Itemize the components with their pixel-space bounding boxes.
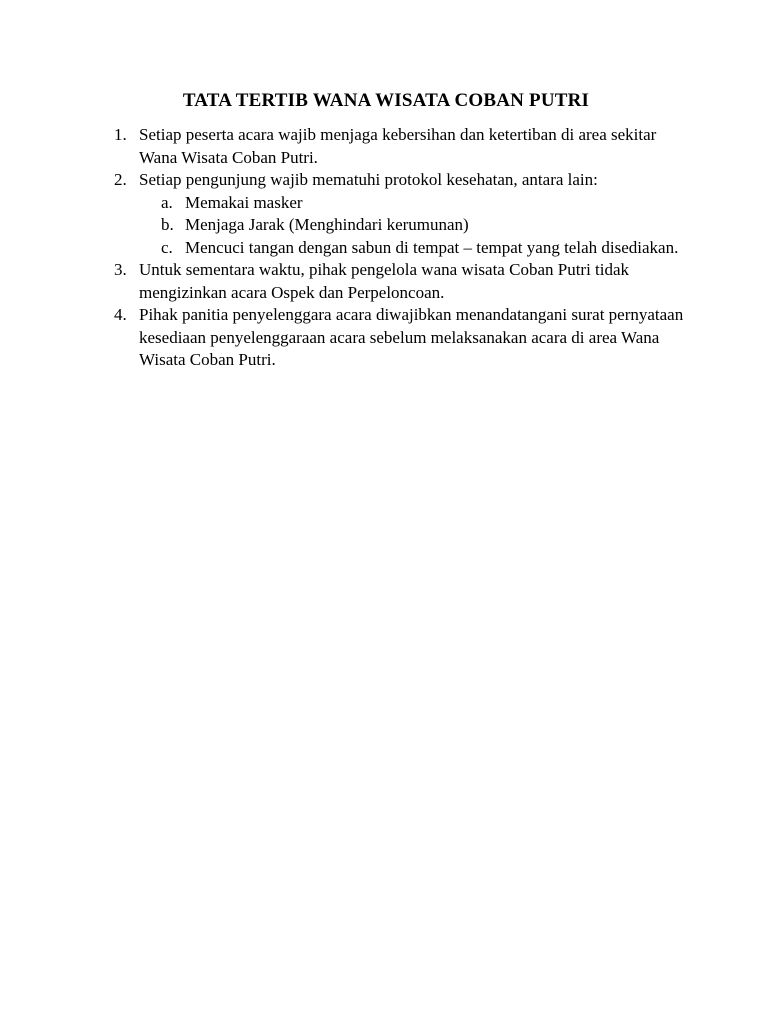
- rule-item-2: [108, 169, 688, 259]
- rule-item-4: [108, 304, 688, 372]
- sub-item-b: [139, 214, 688, 237]
- sub-item-a: [139, 192, 688, 215]
- rule-number: 4.: [114, 305, 127, 324]
- sub-item-letter: a.: [161, 192, 173, 212]
- rules-list: [108, 124, 688, 372]
- health-protocol-list: [139, 192, 688, 260]
- rule-text: Pihak panitia penyelenggara acara diwajibkan menandatangani surat pernyataan kesediaan penyelenggaraan acara sebelum melaksanakan acara di area Wana Wisata Coban Putri.: [139, 305, 684, 369]
- sub-item-text: Mencuci tangan dengan sabun di tempat – tempat yang telah disediakan.: [185, 237, 679, 257]
- sub-item-text: Menjaga Jarak (Menghindari kerumunan): [185, 215, 469, 234]
- rule-number: 3.: [114, 260, 127, 279]
- rule-number: 2.: [114, 170, 127, 189]
- sub-item-c: [139, 237, 688, 260]
- sub-item-text: Memakai masker: [185, 192, 303, 212]
- rule-text: Setiap peserta acara wajib menjaga kebersihan dan ketertiban di area sekitar Wana Wisata Coban Putri.: [139, 125, 657, 167]
- sub-item-letter: b.: [161, 215, 174, 234]
- rule-item-1: [108, 124, 688, 169]
- document-title: TATA TERTIB WANA WISATA COBAN PUTRI: [182, 90, 590, 111]
- rule-number: 1.: [114, 125, 127, 144]
- rule-text: Setiap pengunjung wajib mematuhi protokol kesehatan, antara lain:: [139, 170, 598, 189]
- rule-text: Untuk sementara waktu, pihak pengelola wana wisata Coban Putri tidak mengizinkan acara Ospek dan Perpeloncoan.: [139, 260, 630, 302]
- rule-item-3: [108, 259, 688, 304]
- sub-item-letter: c.: [161, 237, 173, 257]
